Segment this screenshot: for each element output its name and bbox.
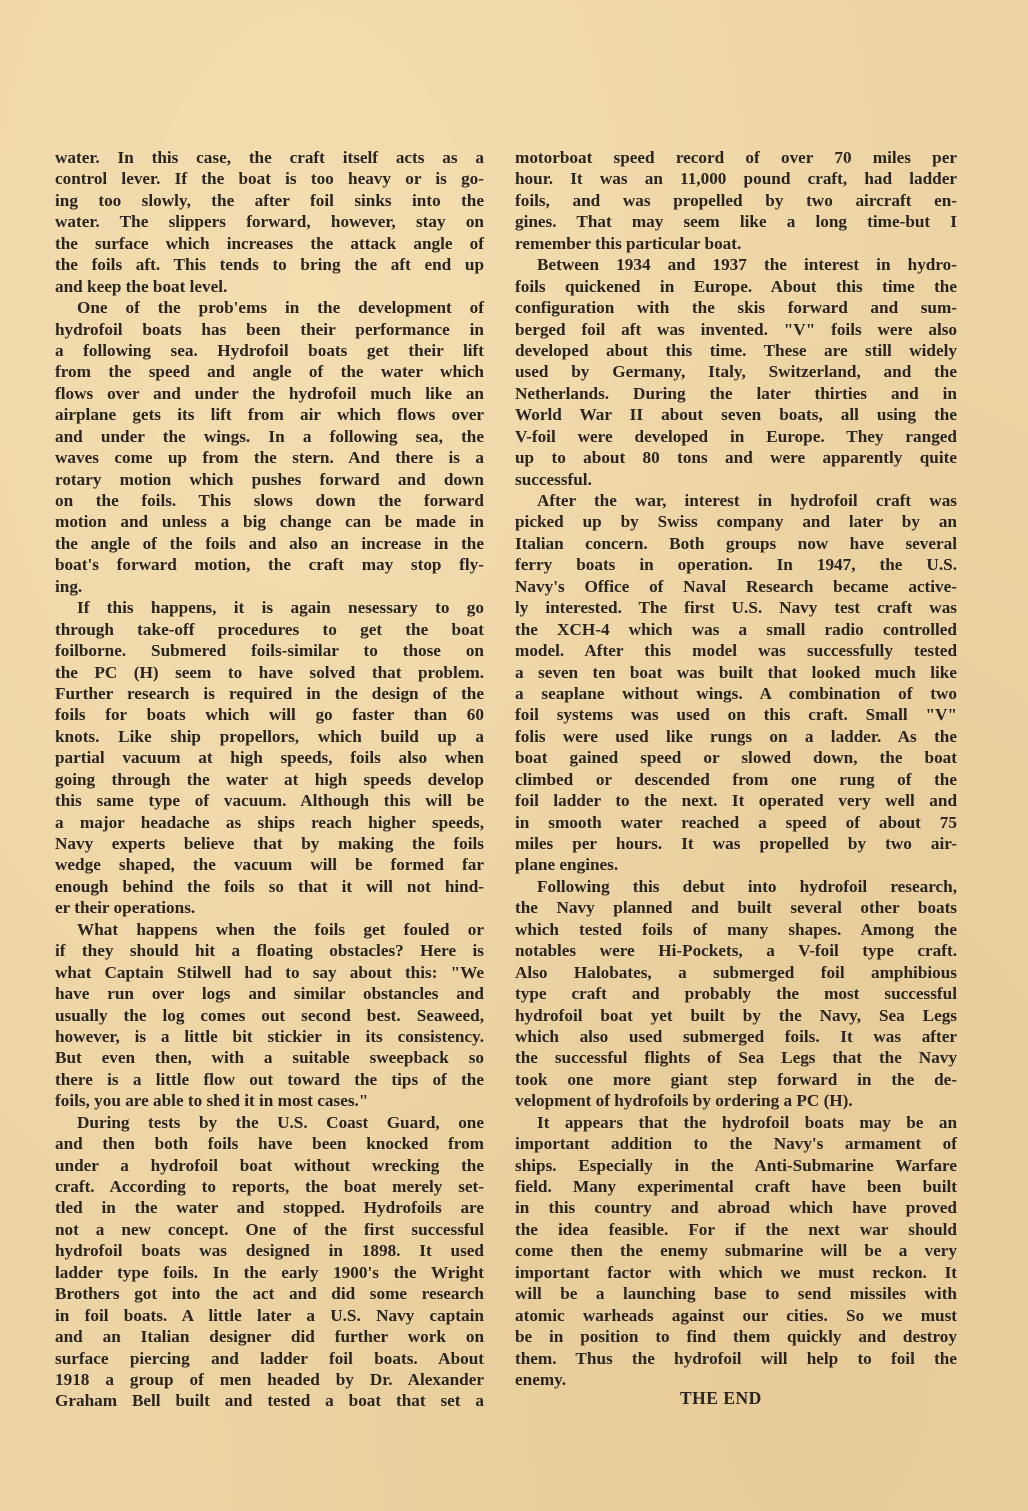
- text-line: what Captain Stilwell had to say about this: "We: [55, 962, 484, 982]
- paragraph: [515, 147, 957, 254]
- text-line: Brothers got into the act and did some research: [55, 1284, 484, 1304]
- text-line: atomic warheads against our cities. So we must: [515, 1305, 957, 1325]
- text-line: But even then, with a suitable sweepback so: [55, 1048, 484, 1068]
- text-line: 1918 a group of men headed by Dr. Alexander: [55, 1369, 484, 1389]
- text-line: rotary motion which pushes forward and down: [55, 469, 484, 489]
- text-line: successful.: [515, 469, 592, 489]
- text-line: ladder type foils. In the early 1900's the Wright: [55, 1262, 484, 1282]
- text-line: tled in the water and stopped. Hydrofoils are: [55, 1198, 484, 1218]
- text-line: Navy's Office of Naval Research became active-: [515, 576, 957, 596]
- text-line: Graham Bell built and tested a boat that set a: [55, 1391, 484, 1411]
- text-line: plane engines.: [515, 855, 619, 875]
- text-line: Italian concern. Both groups now have several: [515, 533, 957, 553]
- text-line: the XCH-4 which was a small radio controlled: [515, 619, 957, 639]
- text-line: a seven ten boat was built that looked much like: [515, 662, 957, 682]
- text-line: the successful flights of Sea Legs that the Navy: [515, 1048, 957, 1068]
- text-line: craft. According to reports, the boat merely set-: [55, 1177, 484, 1196]
- text-line: partial vacuum at high speeds, foils also when: [55, 748, 484, 768]
- text-line: motion and unless a big change can be made in: [55, 512, 484, 532]
- text-line: hydrofoil boat yet built by the Navy, Sea Legs: [515, 1005, 957, 1025]
- text-line: going through the water at high speeds develop: [55, 769, 484, 789]
- text-line: picked up by Swiss company and later by an: [515, 512, 957, 532]
- text-line: velopment of hydrofoils by ordering a PC (H).: [515, 1091, 853, 1111]
- text-line: type craft and probably the most successful: [515, 984, 957, 1004]
- text-line: took one more giant step forward in the de-: [515, 1069, 957, 1089]
- text-line: model. After this model was successfully tested: [515, 641, 957, 661]
- text-line: What happens when the foils get fouled or: [77, 919, 484, 939]
- text-line: V-foil were developed in Europe. They ranged: [515, 426, 957, 446]
- text-line: on the foils. This slows down the forward: [55, 491, 484, 510]
- text-line: water. The slippers forward, however, stay on: [55, 212, 484, 232]
- text-line: World War II about seven boats, all using the: [515, 405, 957, 425]
- text-line: knots. Like ship propellors, which build up a: [55, 726, 484, 746]
- paragraph: [515, 876, 957, 1112]
- text-line: Netherlands. During the later thirties and in: [515, 383, 957, 403]
- text-line: the Navy planned and built several other boats: [515, 898, 957, 918]
- text-line: in smooth water reached a speed of about 75: [515, 812, 957, 832]
- text-line: surface piercing and ladder foil boats. About: [55, 1348, 484, 1368]
- text-line: climbed or descended from one rung of the: [515, 769, 957, 789]
- text-line: flows over and under the hydrofoil much like an: [55, 383, 484, 403]
- the-end-mark: THE END: [680, 1388, 762, 1408]
- text-line: the idea feasible. For if the next war should: [515, 1219, 957, 1239]
- text-line: hydrofoil boats has been their performance in: [55, 319, 484, 339]
- text-line: in this country and abroad which have proved: [515, 1198, 957, 1218]
- text-line: and keep the boat level.: [55, 276, 228, 296]
- text-line: folis were used like rungs on a ladder. As the: [515, 726, 957, 746]
- text-line: ly interested. The first U.S. Navy test craft was: [515, 598, 957, 618]
- text-line: be in position to find them quickly and destroy: [515, 1327, 957, 1347]
- text-line: ships. Especially in the Anti-Submarine Warfare: [515, 1155, 957, 1175]
- text-line: boat's forward motion, the craft may stop fly-: [55, 555, 484, 575]
- text-line: foilborne. Submered foils-similar to those on: [55, 641, 484, 661]
- text-line: remember this particular boat.: [515, 233, 742, 253]
- paragraph: [515, 254, 957, 490]
- text-line: After the war, interest in hydrofoil craft was: [537, 491, 957, 510]
- text-line: which tested foils of many shapes. Among the: [515, 919, 957, 939]
- paragraph: [55, 919, 484, 1112]
- text-line: will be a launching base to send missiles with: [515, 1284, 957, 1304]
- text-line: this same type of vacuum. Although this will be: [55, 791, 484, 811]
- text-line: the PC (H) seem to have solved that problem.: [55, 662, 484, 682]
- text-line: used by Germany, Italy, Switzerland, and the: [515, 362, 957, 382]
- text-line: if they should hit a floating obstacles? Here is: [55, 941, 484, 961]
- text-line: and then both foils have been knocked from: [55, 1134, 484, 1154]
- text-line: not a new concept. One of the first successful: [55, 1219, 484, 1239]
- text-line: a following sea. Hydrofoil boats get their lift: [55, 340, 484, 360]
- text-line: a seaplane without wings. A combination of two: [515, 683, 957, 703]
- text-line: er their operations.: [55, 898, 196, 918]
- text-line: wedge shaped, the vacuum will be formed far: [55, 855, 484, 875]
- text-line: ing too slowly, the after foil sinks into the: [55, 190, 484, 210]
- text-line: through take-off procedures to get the boat: [55, 619, 484, 639]
- text-line: foils for boats which will go faster than 60: [55, 705, 484, 725]
- text-line: a major headache as ships reach higher speeds,: [55, 812, 484, 832]
- text-line: however, is a little bit stickier in its consistency.: [55, 1026, 484, 1046]
- text-line: control lever. If the boat is too heavy or is go-: [55, 169, 484, 189]
- text-column-right: [515, 147, 957, 1390]
- text-line: usually the log comes out second best. Seaweed,: [55, 1005, 484, 1025]
- text-line: Between 1934 and 1937 the interest in hydro-: [537, 255, 957, 275]
- text-line: water. In this case, the craft itself acts as a: [55, 148, 484, 167]
- text-line: berged foil aft was invented. "V" foils were also: [515, 319, 957, 339]
- text-line: Further research is required in the design of the: [55, 683, 484, 703]
- paragraph: [55, 297, 484, 597]
- text-line: gines. That may seem like a long time-but I: [515, 212, 957, 232]
- text-line: Navy experts believe that by making the foils: [55, 834, 484, 853]
- text-line: them. Thus the hydrofoil will help to foil the: [515, 1348, 957, 1368]
- text-line: up to about 80 tons and were apparently quite: [515, 448, 957, 468]
- text-line: One of the prob'ems in the development of: [77, 298, 484, 318]
- text-line: configuration with the skis forward and sum-: [515, 298, 957, 318]
- text-line: Following this debut into hydrofoil research,: [537, 876, 957, 896]
- text-line: miles per hours. It was propelled by two air-: [515, 834, 957, 853]
- text-line: ferry boats in operation. In 1947, the U.S.: [515, 555, 957, 575]
- text-line: ing.: [55, 576, 83, 596]
- text-line: hour. It was an 11,000 pound craft, had ladder: [515, 169, 957, 189]
- text-line: waves come up from the stern. And there is a: [55, 448, 484, 468]
- text-line: have run over logs and similar obstancles and: [55, 984, 484, 1004]
- text-line: which also used submerged foils. It was after: [515, 1026, 957, 1046]
- text-line: come then the enemy submarine will be a very: [515, 1241, 957, 1261]
- text-line: the foils aft. This tends to bring the aft end up: [55, 255, 484, 275]
- paragraph: [515, 490, 957, 876]
- text-line: If this happens, it is again nesessary to go: [77, 598, 484, 618]
- text-line: in foil boats. A little later a U.S. Navy captain: [55, 1305, 484, 1325]
- text-column-left: [55, 147, 484, 1412]
- text-line: under a hydrofoil boat without wrecking the: [55, 1155, 484, 1175]
- paragraph: [515, 1112, 957, 1391]
- text-line: It appears that the hydrofoil boats may be an: [537, 1112, 957, 1132]
- text-line: enemy.: [515, 1369, 567, 1389]
- text-line: notables were Hi-Pockets, a V-foil type craft.: [515, 941, 957, 961]
- text-line: boat gained speed or slowed down, the boat: [515, 748, 957, 768]
- text-line: important factor with which we must reckon. It: [515, 1262, 957, 1282]
- text-line: from the speed and angle of the water which: [55, 362, 484, 382]
- text-line: airplane gets its lift from air which flows over: [55, 405, 484, 425]
- text-line: and under the wings. In a following sea, the: [55, 426, 484, 446]
- paragraph: [55, 1112, 484, 1412]
- text-line: foil systems was used on this craft. Small "V": [515, 705, 957, 725]
- text-line: foils, you are able to shed it in most cases.": [55, 1091, 369, 1111]
- text-line: foils, and was propelled by two aircraft en-: [515, 190, 957, 210]
- paragraph: [55, 147, 484, 297]
- text-line: developed about this time. These are still widely: [515, 340, 957, 360]
- text-line: enough behind the foils so that it will not hind-: [55, 876, 484, 896]
- text-line: the angle of the foils and also an increase in the: [55, 533, 484, 553]
- text-line: there is a little flow out toward the tips of the: [55, 1069, 484, 1089]
- text-line: hydrofoil boats was designed in 1898. It used: [55, 1241, 484, 1261]
- text-line: important addition to the Navy's armament of: [515, 1134, 957, 1154]
- text-line: Also Halobates, a submerged foil amphibious: [515, 962, 957, 982]
- text-line: field. Many experimental craft have been built: [515, 1177, 957, 1196]
- text-line: foil ladder to the next. It operated very well and: [515, 791, 957, 811]
- paragraph: [55, 597, 484, 919]
- text-line: motorboat speed record of over 70 miles per: [515, 148, 957, 167]
- text-line: During tests by the U.S. Coast Guard, one: [77, 1112, 484, 1132]
- text-line: and an Italian designer did further work on: [55, 1327, 484, 1347]
- text-line: the surface which increases the attack angle of: [55, 233, 484, 253]
- text-line: foils quickened in Europe. About this time the: [515, 276, 957, 296]
